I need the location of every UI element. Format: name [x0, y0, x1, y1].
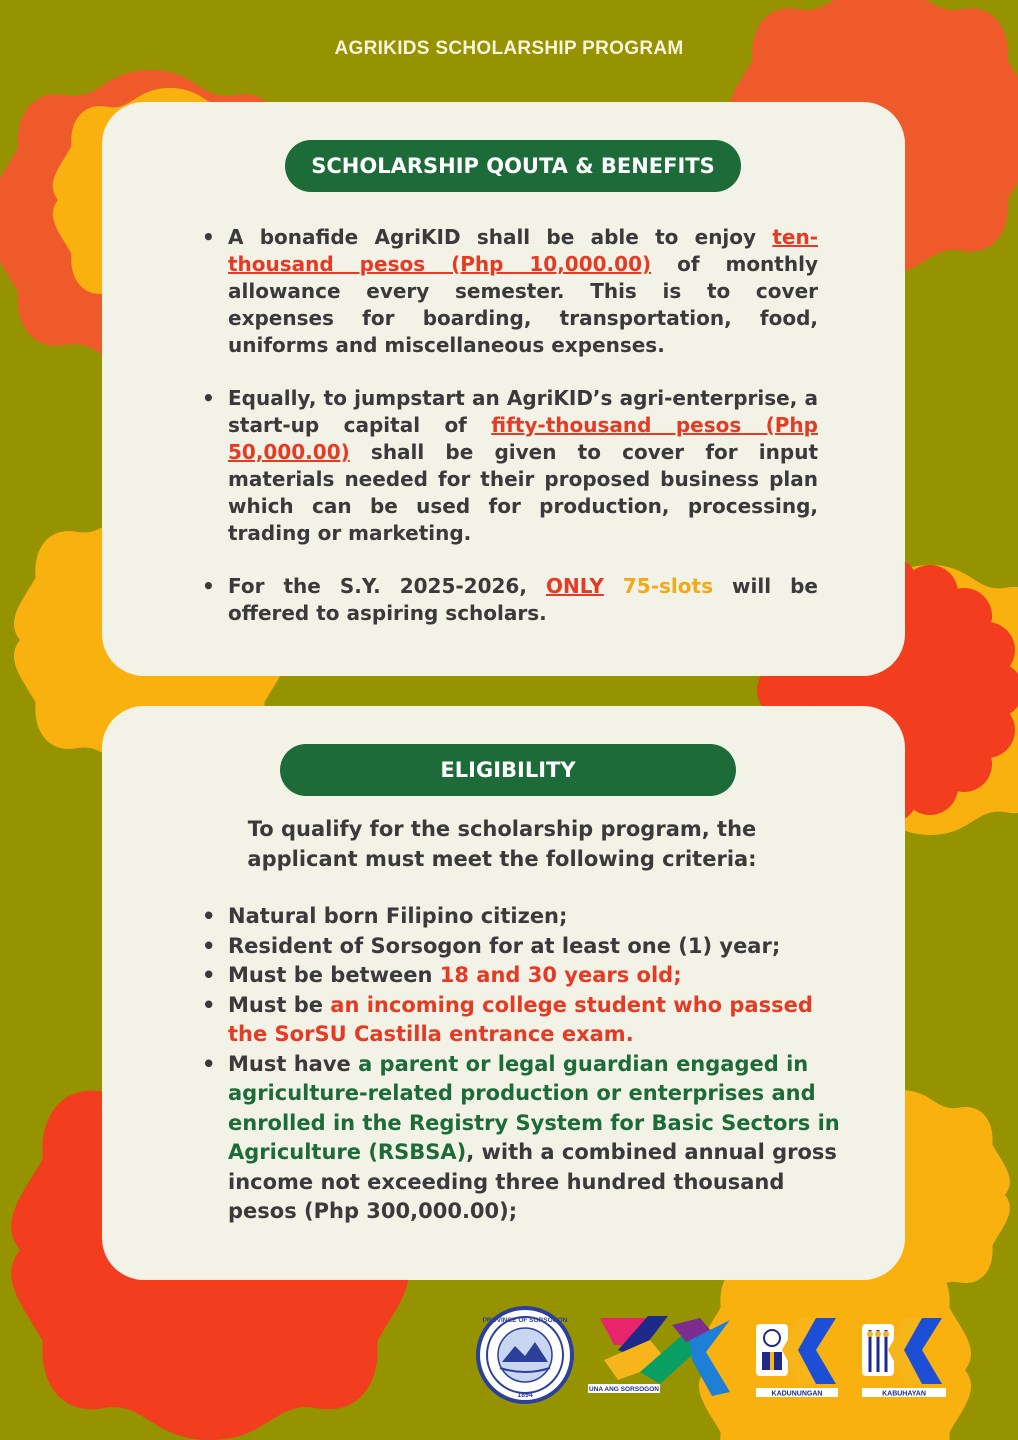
criterion-parent: • Must have a parent or legal guardian engaged in agriculture-related production or enterprises and enrolled in the Registry System for Basic Sectors in Agriculture (RSBSA), with a combined annual gross income not exceeding three hundred thousand pesos (Php 300,000.00); — [228, 1050, 848, 1227]
criterion-college: • Must be an incoming college student who passed the SorSU Castilla entrance exam. — [228, 991, 848, 1050]
benefits-heading: SCHOLARSHIP QOUTA & BENEFITS — [285, 140, 741, 192]
benefit-allowance: • A bonafide AgriKID shall be able to enjoy ten-thousand pesos (Php 10,000.00) of monthly allowance every semester. This is to cover expenses for boarding, transportation, food, uniforms and miscellaneous expenses. — [228, 224, 818, 359]
only-label: ONLY — [545, 574, 604, 598]
benefit-capital: • Equally, to jumpstart an AgriKID’s agri-enterprise, a start-up capital of fifty-thousand pesos (Php 50,000.00) shall be given to cover for input materials needed for their proposed business plan which can be used for production, processing, trading or marketing. — [228, 385, 818, 547]
province-seal-logo — [478, 1308, 572, 1402]
benefit-slots: • For the S.Y. 2025-2026, ONLY 75-slots will be offered to aspiring scholars. — [228, 573, 818, 627]
kabuhayan-logo — [862, 1318, 946, 1398]
eligibility-heading: ELIGIBILITY — [280, 744, 736, 796]
eligibility-intro: To qualify for the scholarship program, the applicant must meet the following criteria: — [247, 817, 757, 871]
capital-amount: fifty-thousand pesos (Php 50,000.00) — [228, 413, 818, 464]
criterion-citizen: • Natural born Filipino citizen; — [228, 902, 848, 932]
kadunungan-logo — [756, 1318, 838, 1398]
svg-text:KABUHAYAN: KABUHAYAN — [882, 1390, 926, 1398]
slots-count: 75-slots — [622, 574, 713, 598]
svg-text:1894: 1894 — [517, 1392, 533, 1399]
criterion-resident: • Resident of Sorsogon for at least one (1) year; — [228, 932, 848, 962]
svg-text:KADUNUNGAN: KADUNUNGAN — [771, 1390, 823, 1398]
svg-text:PROVINCE OF SORSOGON: PROVINCE OF SORSOGON — [482, 1317, 568, 1324]
criterion-age: • Must be between 18 and 30 years old; — [228, 961, 848, 991]
svg-text:UNA ANG SORSOGON: UNA ANG SORSOGON — [589, 1386, 659, 1393]
una-ang-sorsogon-logo — [588, 1316, 730, 1396]
allowance-amount: ten-thousand pesos (Php 10,000.00) — [228, 225, 818, 276]
program-title: AGRIKIDS SCHOLARSHIP PROGRAM — [334, 38, 684, 59]
